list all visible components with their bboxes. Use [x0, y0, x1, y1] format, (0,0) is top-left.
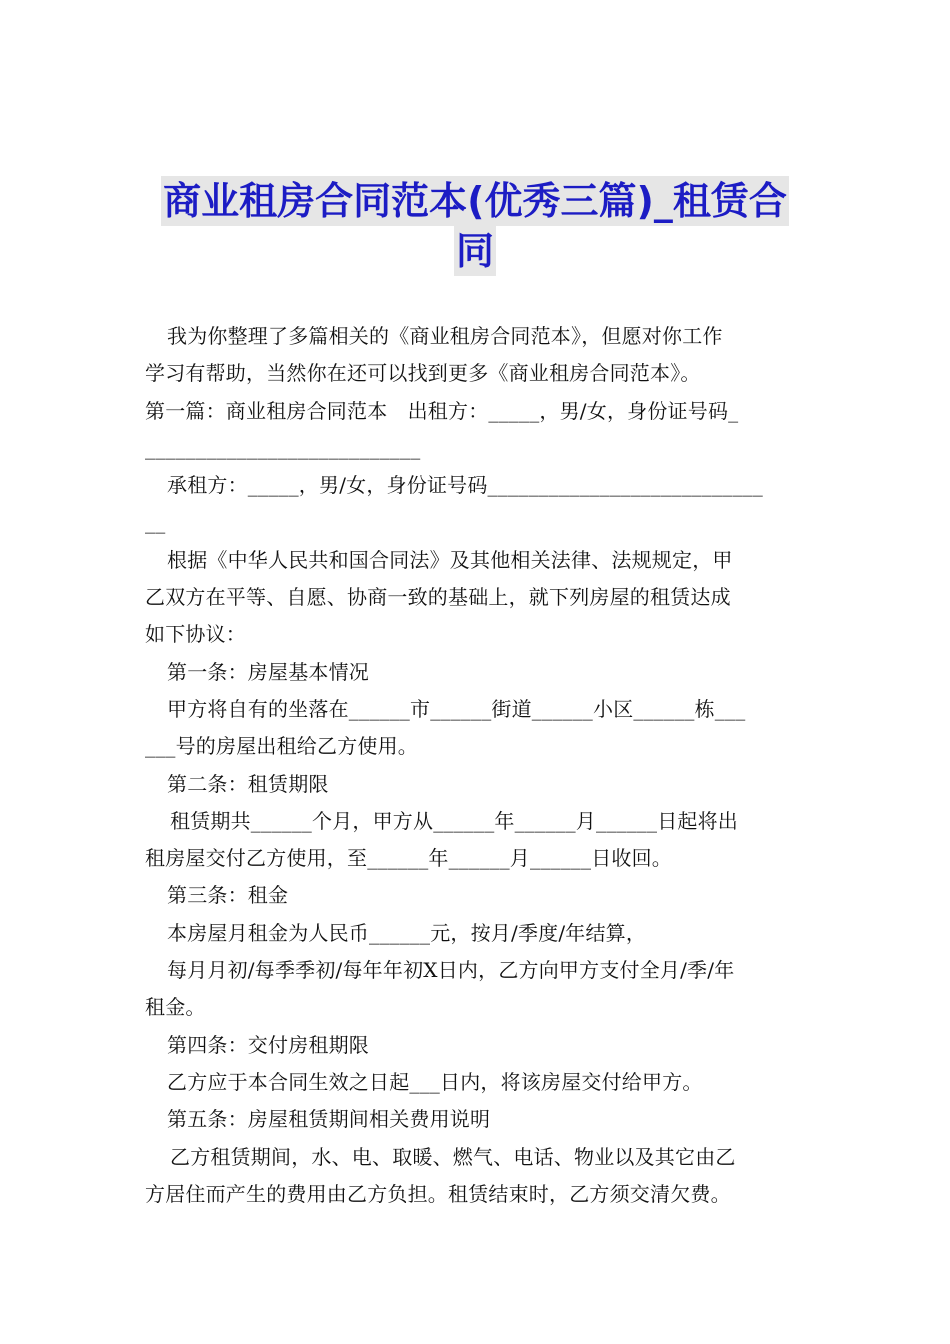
article-2-line-2: 租房屋交付乙方使用，至______年______月______日收回。: [145, 846, 672, 871]
article-1-line-2: ___号的房屋出租给乙方使用。: [145, 734, 418, 759]
lessor-id-line: ___________________________: [145, 435, 421, 460]
article-1-heading: 第一条：房屋基本情况: [167, 659, 369, 684]
preamble-line-2: 乙双方在平等、自愿、协商一致的基础上，就下列房屋的租赁达成: [145, 585, 731, 610]
article-5-line-1: 乙方租赁期间，水、电、取暖、燃气、电话、物业以及其它由乙: [170, 1144, 736, 1169]
lessee-line: 承租方：_____，男/女，身份证号码___________________________: [167, 473, 763, 498]
article-3-line-3: 租金。: [145, 995, 206, 1020]
article-5-heading: 第五条：房屋租赁期间相关费用说明: [167, 1107, 491, 1132]
article-5-line-2: 方居住而产生的费用由乙方负担。租赁结束时，乙方须交清欠费。: [145, 1181, 731, 1206]
lessee-id-line: __: [145, 510, 166, 535]
article-3-heading: 第三条：租金: [167, 883, 289, 908]
document-title: [150, 176, 800, 276]
article-3-line-1: 本房屋月租金为人民币______元，按月/季度/年结算，: [167, 920, 647, 945]
intro-line-1: 我为你整理了多篇相关的《商业租房合同范本》，但愿对你工作: [167, 324, 723, 348]
lessor-line: 第一篇：商业租房合同范本 出租方：_____，男/女，身份证号码_: [145, 398, 739, 423]
preamble-line-1: 根据《中华人民共和国合同法》及其他相关法律、法规规定，甲: [167, 547, 733, 572]
title-line-1: 商业租房合同范本(优秀三篇)_租赁合: [161, 176, 789, 226]
document-body: [145, 318, 810, 1213]
article-1-line-1: 甲方将自有的坐落在______市______街道______小区______栋___: [167, 696, 746, 721]
preamble-line-3: 如下协议：: [145, 622, 246, 647]
article-2-line-1: 租赁期共______个月，甲方从______年______月______日起将出: [170, 808, 738, 833]
article-4-line-1: 乙方应于本合同生效之日起___日内，将该房屋交付给甲方。: [167, 1069, 703, 1094]
title-line-2: 同: [454, 226, 496, 276]
article-2-heading: 第二条：租赁期限: [167, 771, 329, 796]
article-4-heading: 第四条：交付房租期限: [167, 1032, 369, 1057]
intro-line-2: 学习有帮助，当然你在还可以找到更多《商业租房合同范本》。: [145, 361, 701, 386]
article-3-line-2: 每月月初/每季季初/每年年初X日内，乙方向甲方支付全月/季/年: [167, 958, 735, 983]
